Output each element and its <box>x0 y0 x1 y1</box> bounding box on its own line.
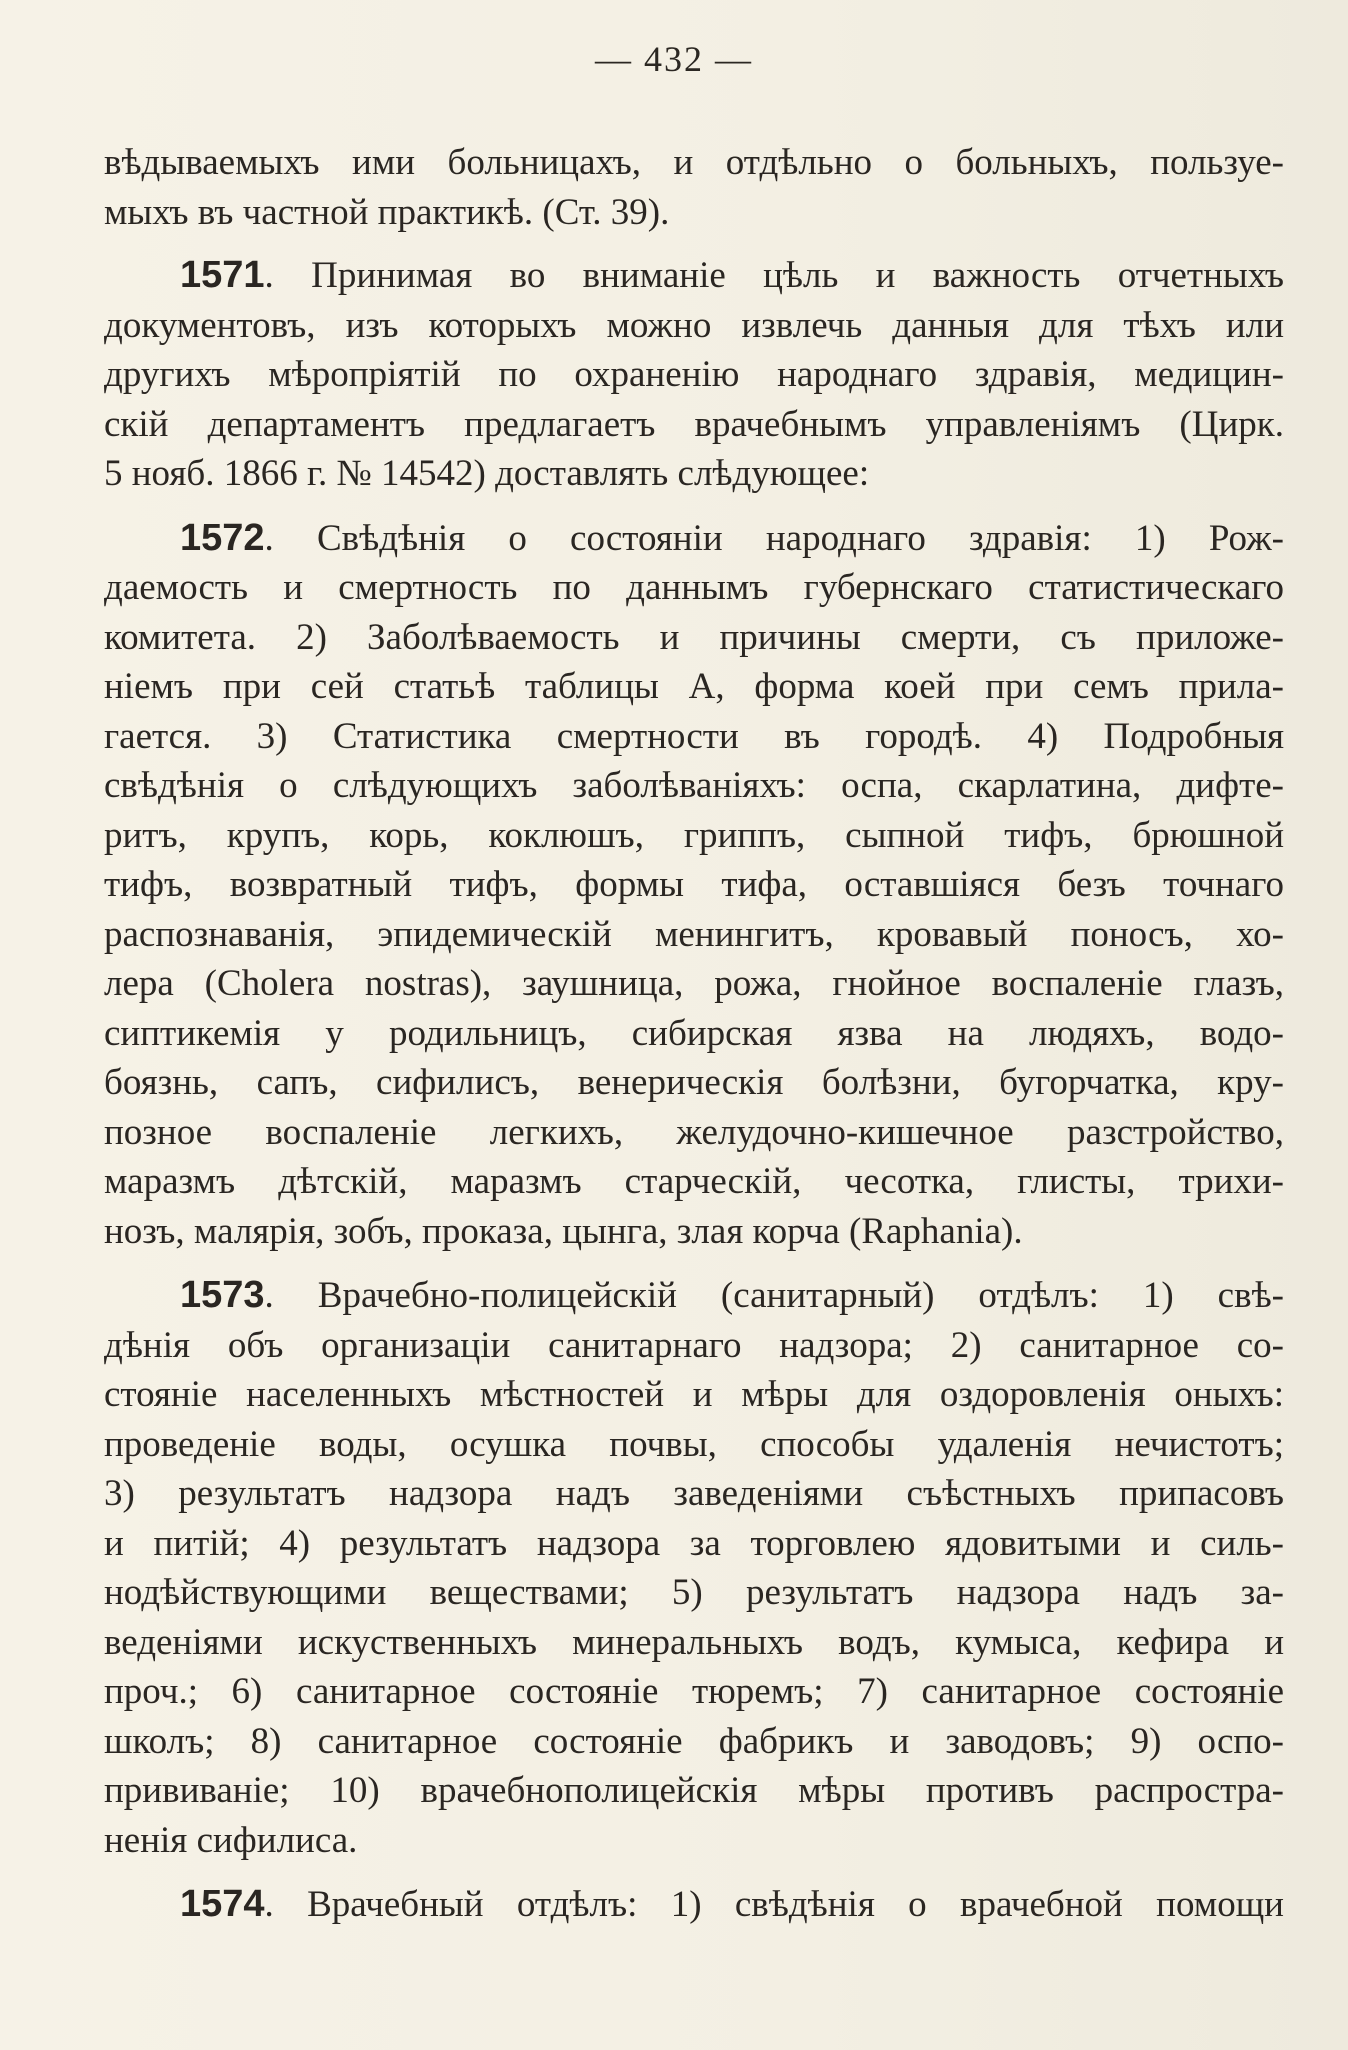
text-line: документовъ, изъ которыхъ можно извлечь данныя для тѣхъ или <box>104 304 1284 346</box>
text-line: 3) результатъ надзора надъ заведеніями съѣстныхъ припасовъ <box>104 1473 1284 1514</box>
article-number: 1572 <box>180 516 265 559</box>
text-line: ненія сифилиса. <box>104 1819 358 1861</box>
text-line: нодѣйствующими веществами; 5) результатъ надзора надъ за- <box>104 1572 1284 1613</box>
text-line: боязнь, сапъ, сифилисъ, венерическія болѣзни, бугорчатка, кру- <box>104 1062 1284 1103</box>
text-line: нозъ, малярія, зобъ, проказа, цынга, злая корча (Raphania). <box>104 1210 1023 1252</box>
article-1572 <box>104 514 1284 1257</box>
text-line: стояніе населенныхъ мѣстностей и мѣры для оздоровленія оныхъ: <box>104 1374 1284 1415</box>
text-line: 5 нояб. 1866 г. № 14542) доставлять слѣдующее: <box>104 453 870 494</box>
text-line-content: . Врачебный отдѣлъ: 1) свѣдѣнія о врачебной помощи <box>264 1884 1284 1925</box>
text-line <box>104 1880 1284 1930</box>
text-line: свѣдѣнія о слѣдующихъ заболѣваніяхъ: оспа, скарлатина, дифте- <box>104 765 1284 806</box>
text-line: ритъ, крупъ, корь, коклюшъ, гриппъ, сыпной тифъ, брюшной <box>104 814 1284 856</box>
paragraph-continuation <box>104 138 1284 237</box>
text-line: комитета. 2) Заболѣваемость и причины смерти, съ приложе- <box>104 616 1284 658</box>
text-line <box>104 514 1284 564</box>
text-line: другихъ мѣропріятій по охраненію народнаго здравія, медицин- <box>104 354 1284 395</box>
article-1571 <box>104 251 1284 499</box>
text-line: ніемъ при сей статьѣ таблицы А, форма коей при семъ прила- <box>104 666 1284 707</box>
text-line: вѣдываемыхъ ими больницахъ, и отдѣльно о больныхъ, пользуе- <box>104 142 1284 183</box>
text-line: сиптикемія у родильницъ, сибирская язва на людяхъ, водо- <box>104 1012 1284 1054</box>
text-line: даемость и смертность по даннымъ губернскаго статистическаго <box>104 567 1284 608</box>
text-line: школъ; 8) санитарное состояніе фабрикъ и заводовъ; 9) оспо- <box>104 1720 1284 1762</box>
text-line: проч.; 6) санитарное состояніе тюремъ; 7) санитарное состояніе <box>104 1671 1284 1712</box>
page-number: — 432 — <box>595 39 753 79</box>
text-line: тифъ, возвратный тифъ, формы тифа, оставшіяся безъ точнаго <box>104 864 1284 905</box>
article-1573 <box>104 1271 1284 1865</box>
text-line <box>104 1271 1284 1321</box>
text-line-content: . Принимая во вниманіе цѣль и важность отчетныхъ <box>264 255 1284 296</box>
text-line: прививаніе; 10) врачебнополицейскія мѣры противъ распростра- <box>104 1770 1284 1811</box>
text-line-content: . Врачебно-полицейскій (санитарный) отдѣлъ: 1) свѣ- <box>264 1275 1284 1316</box>
text-line-content: . Свѣдѣнія о состояніи народнаго здравія: 1) Рож- <box>264 517 1284 559</box>
text-line: веденіями искуственныхъ минеральныхъ водъ, кумыса, кефира и <box>104 1621 1284 1663</box>
article-number: 1571 <box>180 254 265 296</box>
text-line: мыхъ въ частной практикѣ. (Ст. 39). <box>104 191 670 233</box>
article-number: 1574 <box>180 1883 265 1925</box>
text-line: гается. 3) Статистика смертности въ городѣ. 4) Подробныя <box>104 715 1284 757</box>
text-line: позное воспаленіе легкихъ, желудочно-кишечное разстройство, <box>104 1111 1284 1153</box>
article-number: 1573 <box>180 1274 265 1316</box>
page-body <box>104 138 1284 1945</box>
text-line: распознаванія, эпидемическій менингитъ, кровавый поносъ, хо- <box>104 913 1284 955</box>
text-line: дѣнія объ организаціи санитарнаго надзора; 2) санитарное со- <box>104 1324 1284 1366</box>
article-1574 <box>104 1880 1284 1930</box>
text-line: скій департаментъ предлагаетъ врачебнымъ управленіямъ (Цирк. <box>104 403 1284 445</box>
text-line: маразмъ дѣтскій, маразмъ старческій, чесотка, глисты, трихи- <box>104 1161 1284 1202</box>
text-line: и питій; 4) результатъ надзора за торговлею ядовитыми и силь- <box>104 1522 1284 1564</box>
text-line <box>104 251 1284 301</box>
text-line: проведеніе воды, осушка почвы, способы удаленія нечистотъ; <box>104 1423 1284 1465</box>
text-line: лера (Cholera nostras), заушница, рожа, гнойное воспаленіе глазъ, <box>104 963 1284 1004</box>
